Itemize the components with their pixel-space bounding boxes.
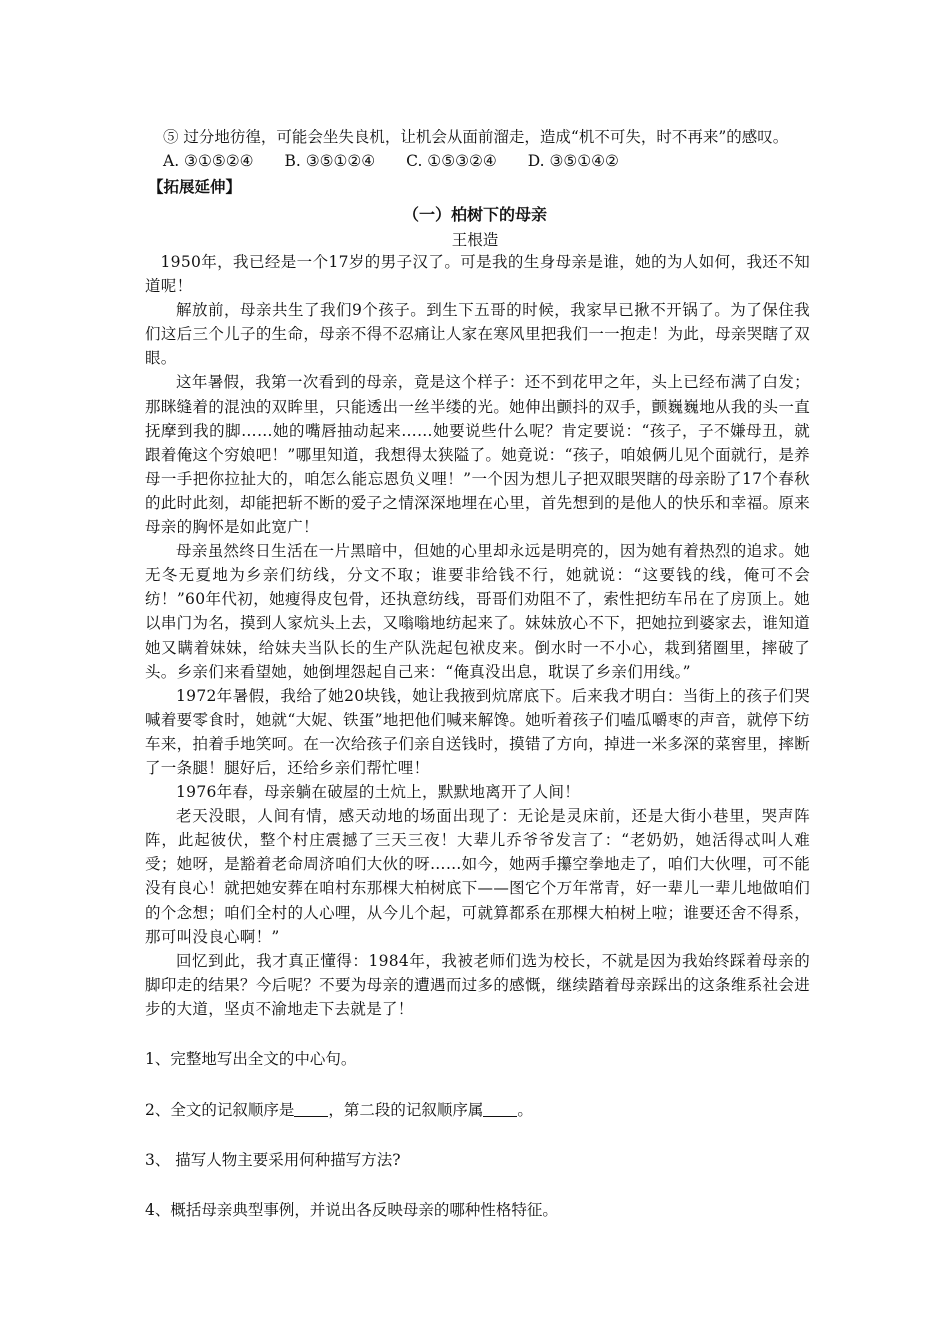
question-4: 4、概括母亲典型事例，并说出各反映母亲的哪种性格特征。 — [145, 1201, 558, 1219]
question-2-text-b: ，第二段的记叙顺序属 — [328, 1101, 484, 1119]
paragraph-6: 1976年春，母亲躺在破屋的土炕上，默默地离开了人间！ — [176, 783, 581, 802]
section-heading: 【拓展延伸】 — [148, 178, 242, 196]
question-2-text-a: 2、全文的记叙顺序是 — [145, 1101, 295, 1119]
paragraph-7: 老天没眼，人间有情，感天动地的场面出现了：无论是灵床前，还是大街小巷里，哭声阵阵，此起彼伏，整个村庄震撼了三天三夜！大辈儿乔爷爷发言了：“老奶奶，她活得忒叫人难受；她呀，是豁着老命周济咱们大伙的呀……如今，她两手攥空拳地走了，咱们大伙哩，可不能没有良心！就把她安葬在咱村东那棵大柏树底下——图它个万年常青，好一辈儿一辈儿地做咱们的个念想；咱们全村的人心哩，从今儿个起，可就算都系在那棵大柏树上啦；谁要还舍不得系，那可叫没良心啊！” — [145, 807, 810, 946]
question-2 — [145, 1098, 533, 1120]
article-author: 王根造 — [451, 231, 499, 249]
paragraph-4: 母亲虽然终日生活在一片黑暗中，但她的心里却永远是明亮的，因为她有着热烈的追求。她无冬无夏地为乡亲们纺线，分文不取；谁要非给钱不行，她就说：“这要钱的线，俺可不会纺！”60年代初，她瘦得皮包骨，还执意纺线，哥哥们劝阻不了，索性把纺车吊在了房顶上。她以串门为名，摸到人家炕头上去，又嗡嗡地纺起来了。妹妹放心不下，把她拉到婆家去，谁知道她又瞒着妹妹，给妹夫当队长的生产队洗起包袱皮来。倒水时一不小心，栽到猪圈里，摔破了头。乡亲们来看望她，她倒埋怨起自己来：“俺真没出息，耽误了乡亲们用线。” — [145, 542, 810, 681]
option-c: C. ①⑤③②④ — [406, 152, 497, 170]
answer-blank-2[interactable] — [483, 1100, 517, 1117]
article-body — [145, 250, 810, 1021]
question-2-text-c: 。 — [517, 1101, 533, 1119]
paragraph-8: 回忆到此，我才真正懂得：1984年，我被老师们选为校长，不就是因为我始终踩着母亲的脚印走的结果？今后呢？不要为母亲的遭遇而过多的感慨，继续踏着母亲踩出的这条维系社会进步的大道，坚贞不渝地走下去就是了！ — [145, 951, 810, 1018]
article-title: （一）柏树下的母亲 — [402, 205, 547, 224]
option-b: B. ③⑤①②④ — [284, 152, 376, 170]
paragraph-2: 解放前，母亲共生了我们9个孩子。到生下五哥的时候，我家早已揪不开锅了。为了保住我们这后三个儿子的生命，母亲不得不忍痛让人家在寒风里把我们一一抱走！为此，母亲哭瞎了双眼。 — [145, 301, 810, 368]
option-a: A. ③①⑤②④ — [163, 152, 254, 170]
answer-blank-1[interactable] — [294, 1100, 328, 1117]
question-1: 1、完整地写出全文的中心句。 — [145, 1050, 357, 1068]
paragraph-3: 这年暑假，我第一次看到的母亲，竟是这个样子：还不到花甲之年，头上已经布满了白发；那眯缝着的混浊的双眸里，只能透出一丝半缕的光。她伸出颤抖的双手，颤巍巍地从我的头一直抚摩到我的脚……她的嘴唇抽动起来……她要说些什么呢？肯定要说：“孩子，子不嫌母丑，就跟着俺这个穷娘吧！”哪里知道，我想得太狭隘了。她竟说：“孩子，咱娘俩儿见个面就行，是养母一手把你拉扯大的，咱怎么能忘恩负义哩！”一个因为想儿子把双眼哭瞎的母亲盼了17个春秋的此时此刻，却能把斩不断的爱子之情深深地埋在心里，首先想到的是他人的快乐和幸福。原来母亲的胸怀是如此宽广！ — [145, 373, 810, 537]
question-3: 3、 描写人物主要采用何种描写方法? — [145, 1151, 401, 1169]
previous-question-item-5: ⑤ 过分地彷徨，可能会坐失良机，让机会从面前溜走，造成“机不可失，时不再来”的感叹。 — [163, 128, 789, 146]
option-d: D. ③⑤①④② — [527, 152, 619, 170]
previous-question-options — [163, 150, 645, 172]
paragraph-1: 1950年，我已经是一个17岁的男子汉了。可是我的生身母亲是谁，她的为人如何，我还不知道呢！ — [145, 253, 810, 296]
paragraph-5: 1972年暑假，我给了她20块钱，她让我掖到炕席底下。后来我才明白：当街上的孩子们哭喊着要零食时，她就“大妮、铁蛋”地把他们喊来解馋。她听着孩子们嗑瓜嚼枣的声音，就停下纺车来，拍着手地笑呵。在一次给孩子们亲自送钱时，摸错了方向，掉进一米多深的菜窖里，摔断了一条腿！腿好后，还给乡亲们帮忙哩！ — [145, 686, 810, 777]
